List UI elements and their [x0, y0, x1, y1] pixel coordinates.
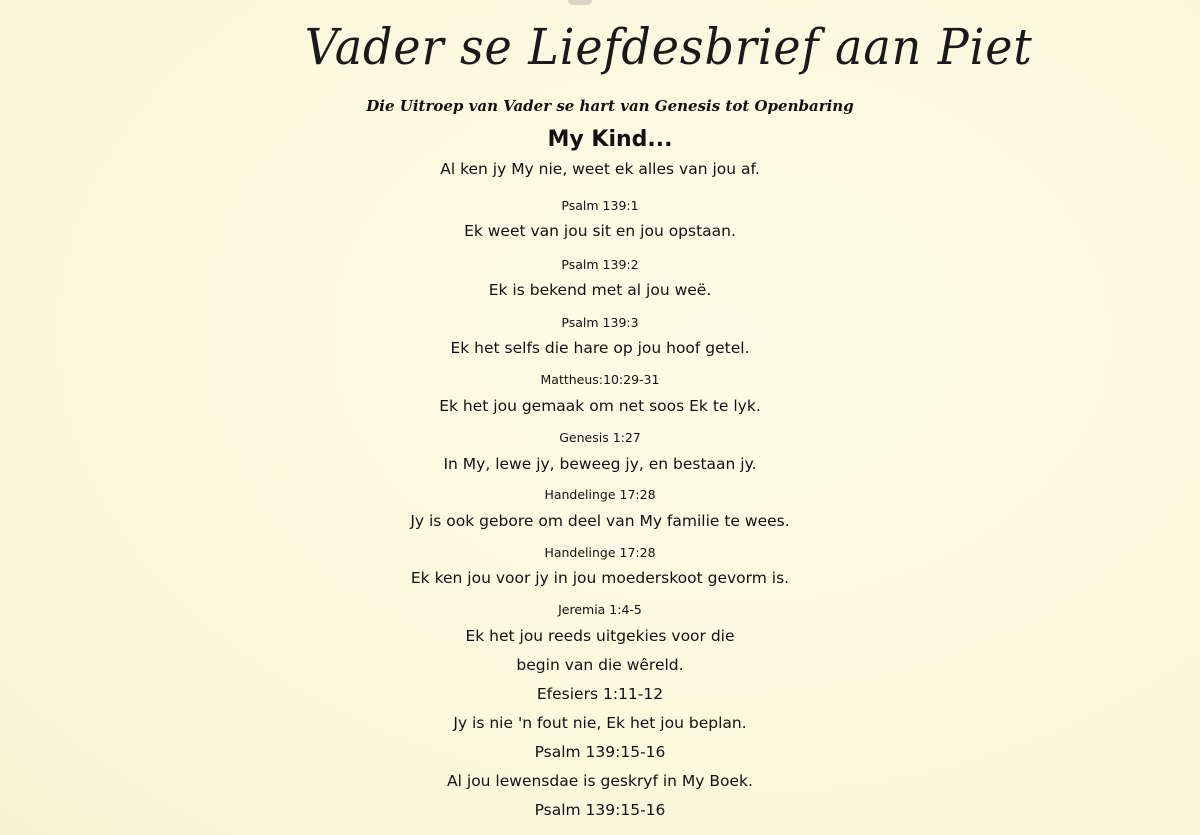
verse-line: Ek weet van jou sit en jou opstaan.	[464, 222, 736, 240]
reference-line: Mattheus:10:29-31	[540, 372, 660, 387]
reference-line: Efesiers 1:11-12	[536, 685, 664, 703]
verse-line: begin van die wêreld.	[516, 656, 684, 674]
verse-line: Ek het selfs die hare op jou hoof getel.	[450, 339, 750, 357]
reference-line: Jeremia 1:4-5	[558, 602, 642, 617]
verse-line: In My, lewe jy, beweeg jy, en bestaan jy.	[443, 455, 757, 473]
verse-line: Al ken jy My nie, weet ek alles van jou af.	[440, 160, 760, 178]
verse-line: Ek het jou reeds uitgekies voor die	[465, 627, 735, 645]
verse-line: Ek is bekend met al jou weë.	[488, 281, 712, 299]
verse-line: Al jou lewensdae is geskryf in My Boek.	[447, 772, 753, 790]
reference-line: Handelinge 17:28	[544, 545, 656, 560]
verse-line: Ek ken jou voor jy in jou moederskoot gevorm is.	[410, 569, 790, 587]
reference-line: Psalm 139:15-16	[534, 801, 666, 819]
letter-subtitle: Die Uitroep van Vader se hart van Genesis tot Openbaring	[366, 97, 854, 115]
reference-line: Psalm 139:2	[561, 257, 639, 272]
reference-line: Genesis 1:27	[559, 430, 641, 445]
reference-line: Psalm 139:3	[561, 315, 639, 330]
verse-line: Jy is ook gebore om deel van My familie te wees.	[410, 512, 790, 530]
reference-line: Psalm 139:15-16	[534, 743, 666, 761]
reference-line: Psalm 139:1	[561, 198, 639, 213]
verse-line: Ek het jou gemaak om net soos Ek te lyk.	[439, 397, 761, 415]
staple-mark	[568, 0, 592, 5]
letter-title: Vader se Liefdesbrief aan Piet	[304, 18, 1033, 76]
verse-line: Jy is nie 'n fout nie, Ek het jou beplan.	[453, 714, 747, 732]
salutation: My Kind...	[547, 127, 673, 152]
reference-line: Handelinge 17:28	[544, 487, 656, 502]
